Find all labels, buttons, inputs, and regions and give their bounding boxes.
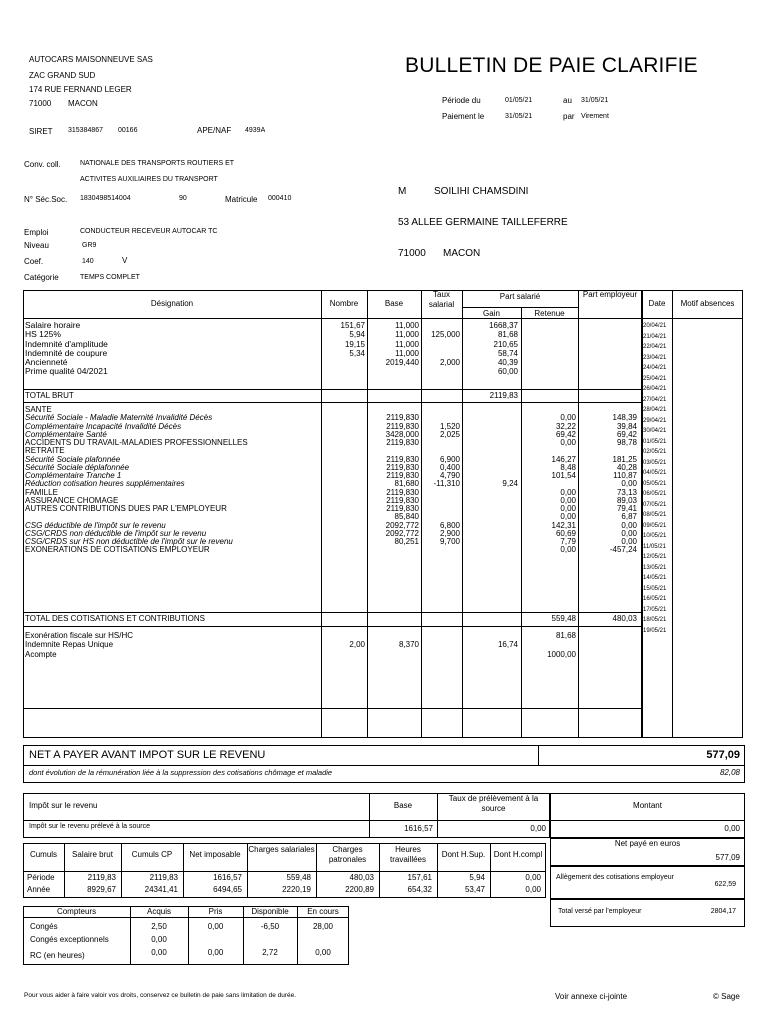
cumuls-cell: 53,47 — [464, 885, 485, 894]
cotisation-retenue-cell: 8,48 — [560, 462, 576, 472]
categorie-label: Catégorie — [24, 273, 59, 282]
compteurs-cell: 0,00 — [151, 948, 167, 957]
absence-date: 05/05/21 — [643, 480, 667, 487]
cotisation-base-cell: 3428,000 — [385, 429, 419, 439]
cotisation-designation-cell: RETRAITE — [25, 446, 65, 456]
impot-base: 1616,57 — [404, 824, 433, 833]
cotisation-gain-cell — [462, 546, 518, 554]
header-retenue: Retenue — [534, 309, 565, 318]
period-label: Période du — [442, 96, 481, 105]
cotisation-designation-cell: Sécurité Sociale - Maladie Maternité Invalidité Décès — [25, 413, 213, 423]
cumuls-header: Cumuls — [29, 850, 58, 859]
cotisation-base-cell: 2119,830 — [386, 495, 419, 505]
cotisation-taux-cell: 9,700 — [439, 537, 460, 546]
payment-method: Virement — [581, 113, 609, 120]
compteurs-header: Disponible — [251, 907, 289, 916]
cotisation-taux-cell — [421, 505, 460, 513]
absence-date: 26/04/21 — [643, 386, 667, 392]
total-brut-value: 2119,83 — [489, 391, 518, 400]
cumuls-cell: 24341,41 — [144, 885, 178, 894]
cotisation-gain-cell — [462, 522, 518, 530]
employer-address-1: ZAC GRAND SUD — [29, 71, 96, 80]
absence-date: 14/05/21 — [643, 575, 667, 581]
other-gain: 16,74 — [497, 640, 518, 650]
cumuls-cell: 2119,83 — [87, 873, 116, 882]
cotisation-retenue-cell: 7,79 — [560, 537, 576, 546]
compteurs-cell: 0,00 — [151, 935, 167, 944]
header-motif: Motif absences — [680, 299, 735, 308]
cotisation-gain-cell — [462, 414, 518, 422]
footer-annex-link[interactable]: Voir annexe ci-jointe — [555, 992, 628, 1001]
secu-value: 1830498514004 — [80, 195, 131, 202]
cotisation-gain-cell — [462, 423, 518, 431]
cotisation-base-cell — [367, 546, 419, 554]
employee-city: MACON — [443, 248, 481, 259]
cotisation-taux-cell — [421, 546, 460, 554]
cumuls-header: Dont H.compl — [493, 850, 543, 859]
cotisation-gain-cell — [462, 431, 518, 439]
cotisation-retenue-cell: 0,00 — [560, 438, 576, 447]
net-paye-label: Net payé en euros — [614, 839, 681, 848]
gains-nombre: 151,67 5,94 19,15 5,34 — [340, 321, 365, 358]
cotisation-designation-cell: CSG/CRDS sur HS non déductible de l'impôt sur le revenu — [25, 537, 233, 546]
cotisations-employeur — [578, 406, 637, 555]
matricule-value: 000410 — [268, 195, 292, 202]
cotisation-designation-cell: Réduction cotisation heures supplémentaires — [25, 479, 185, 489]
absence-date: 28/04/21 — [643, 407, 667, 413]
compteurs-cell: -6,50 — [260, 922, 280, 931]
cotisation-retenue-cell: 0,00 — [560, 495, 576, 505]
cumuls-cell: Période — [27, 873, 55, 882]
cumuls-cell: 157,61 — [407, 873, 432, 882]
employee-zip: 71000 — [398, 248, 426, 259]
absence-date: 06/05/21 — [643, 491, 667, 497]
cotisation-taux-cell: 0,400 — [439, 462, 460, 472]
cotisation-base-cell: 2119,830 — [386, 413, 419, 423]
cumuls-header: Salaire brut — [72, 850, 113, 859]
cumuls-header: Net imposable — [189, 850, 241, 859]
impot-montant: 0,00 — [724, 824, 740, 833]
cotisation-gain-cell — [462, 497, 518, 505]
cotisation-retenue-cell: 0,00 — [560, 504, 576, 513]
cumuls-cell: 654,32 — [407, 885, 432, 894]
cumuls-header: Heures travaillées — [389, 845, 426, 864]
cotisations-gain — [462, 406, 518, 555]
header-gain: Gain — [483, 309, 500, 318]
absence-date: 02/05/21 — [643, 449, 667, 455]
cotisation-designation-cell: Sécurité Sociale plafonnée — [25, 454, 121, 464]
absence-date: 25/04/21 — [643, 375, 667, 382]
impot-label: Impôt sur le revenu — [29, 801, 98, 810]
absence-date: 21/04/21 — [643, 333, 667, 340]
cotisation-taux-cell: 1,520 — [439, 421, 460, 431]
employer-zip: 71000 — [29, 99, 52, 108]
cotisation-employeur-cell: 73,13 — [616, 487, 637, 497]
footer-copyright: © Sage — [713, 992, 740, 1001]
employer-name: AUTOCARS MAISONNEUVE SAS — [29, 55, 153, 64]
gains-amount: 1668,37 81,68 210,65 58,74 40,39 60,00 — [489, 321, 518, 377]
total-cotisations-retenue: 559,48 — [551, 614, 576, 623]
header-designation: Désignation — [150, 299, 194, 308]
cumuls-cell: 2220,19 — [282, 885, 311, 894]
total-verse-label: Total versé par l'employeur — [558, 908, 642, 915]
cotisation-gain-cell — [462, 530, 518, 538]
net-value: 577,09 — [706, 749, 740, 761]
cotisation-retenue-cell: 0,00 — [560, 487, 576, 497]
cotisation-designation-cell: Complémentaire Tranche 1 — [25, 471, 122, 480]
cotisation-retenue-cell: 101,54 — [551, 471, 576, 480]
absence-date: 15/05/21 — [643, 585, 667, 592]
absence-date: 01/05/21 — [643, 438, 667, 445]
absence-date: 03/05/21 — [643, 459, 667, 466]
cotisation-taux-cell: -11,310 — [433, 479, 460, 489]
compteurs-header: En cours — [307, 907, 339, 916]
cotisation-base-cell: 2092,772 — [385, 520, 419, 530]
conv-line-2: ACTIVITES AUXILIAIRES DU TRANSPORT — [80, 176, 218, 183]
cotisation-designation-cell: ACCIDENTS DU TRAVAIL-MALADIES PROFESSIONNELLES — [25, 438, 248, 447]
cotisation-base-cell: 2119,830 — [386, 462, 419, 472]
cotisation-gain-cell — [462, 439, 518, 447]
employer-address-2: 174 RUE FERNAND LEGER — [29, 85, 132, 94]
cotisation-taux-cell — [421, 489, 460, 497]
absence-date: 17/05/21 — [643, 606, 667, 613]
cotisation-taux-cell: 2,900 — [439, 528, 460, 538]
payment-date: 31/05/21 — [505, 113, 533, 120]
cotisation-retenue-cell: 0,00 — [560, 512, 576, 522]
absence-date: 07/05/21 — [643, 501, 667, 508]
cotisation-gain-cell — [462, 505, 518, 513]
cumuls-cell: 0,00 — [525, 885, 541, 894]
niveau-label: Niveau — [24, 241, 49, 250]
cotisation-retenue-cell: 0,00 — [560, 413, 576, 423]
coef-extra: V — [122, 256, 128, 265]
compteurs-cell: 2,72 — [262, 948, 278, 957]
cotisation-designation-cell: Sécurité Sociale déplafonnée — [25, 462, 130, 472]
cotisation-employeur-cell: 79,41 — [616, 504, 637, 513]
employer-city: MACON — [68, 99, 98, 108]
siret-label: SIRET — [29, 127, 53, 136]
cotisation-employeur-cell: 0,00 — [621, 520, 637, 530]
cumuls-cell: 5,94 — [469, 873, 485, 882]
conv-label: Conv. coll. — [24, 160, 61, 169]
niveau-value: GR9 — [82, 242, 97, 249]
total-brut-label: TOTAL BRUT — [25, 391, 74, 400]
gains-designation: Salaire horaire HS 125% Indemnité d'amplitude Indemnité de coupure Ancienneté Prime qualité 04/2021 — [25, 320, 108, 377]
allegement-label: Allègement des cotisations employeur — [556, 874, 674, 881]
cotisation-base-cell: 81,680 — [394, 479, 419, 489]
other-nombre: 2,00 — [349, 640, 365, 650]
cotisation-retenue-cell: 0,00 — [560, 545, 576, 555]
net-sub-value: 82,08 — [719, 768, 740, 777]
impot-base-label: Base — [393, 801, 413, 810]
cotisation-gain-cell — [462, 447, 518, 455]
compteurs-cell: 0,00 — [315, 948, 331, 957]
period-to-label: au — [563, 96, 572, 105]
cotisation-employeur-cell: 6,87 — [621, 512, 637, 522]
cotisation-base-cell: 2119,830 — [386, 438, 419, 447]
compteurs-cell: 0,00 — [207, 922, 224, 931]
matricule-label: Matricule — [225, 195, 258, 204]
impot-row-label: Impôt sur le revenu prélevé à la source — [29, 823, 151, 830]
absence-dates — [643, 321, 672, 636]
cotisation-designation-cell: ASSURANCE CHOMAGE — [25, 495, 119, 505]
payment-label: Paiement le — [442, 112, 485, 121]
cotisations-designation — [25, 406, 248, 555]
cumuls-cell: Année — [27, 885, 51, 894]
footer-notice: Pour vous aider à faire valoir vos droits, conservez ce bulletin de paie sans limitation de durée. — [24, 992, 297, 999]
cotisation-designation-cell: FAMILLE — [25, 487, 58, 497]
other-designation: Exonération fiscale sur HS/HC Indemnite Repas Unique Acompte — [25, 631, 134, 659]
other-retenue: 81,68 1000,00 — [547, 631, 576, 659]
cotisation-employeur-cell: 40,28 — [616, 462, 637, 472]
compteurs-cell: Congés exceptionnels — [30, 935, 109, 944]
cotisation-taux-cell: 6,900 — [439, 454, 460, 464]
absence-date: 29/04/21 — [643, 417, 667, 424]
cotisation-employeur-cell: 0,00 — [621, 479, 637, 489]
other-base: 8,370 — [398, 640, 419, 650]
cotisation-designation-cell: Complémentaire Santé — [25, 429, 107, 439]
cotisation-employeur-cell: 89,03 — [616, 495, 637, 505]
cotisation-designation-cell: Complémentaire Incapacité Invalidité Décès — [25, 421, 182, 431]
compteurs-cell: Congés — [30, 922, 58, 931]
cotisation-employeur-cell: 148,39 — [612, 413, 637, 423]
cotisation-employeur-cell: 110,87 — [613, 471, 637, 480]
period-to: 31/05/21 — [581, 97, 609, 104]
impot-taux-label: Taux de prélèvement à la source — [448, 794, 539, 813]
compteurs-header: Acquis — [146, 907, 171, 916]
cumuls-cell: 2119,83 — [149, 873, 178, 882]
cotisation-retenue-cell: 32,22 — [555, 421, 576, 431]
allegement-value: 622,59 — [714, 881, 736, 888]
compteurs-cell: RC (en heures) — [30, 951, 85, 960]
compteurs-cell: 0,00 — [207, 948, 224, 957]
cotisations-base — [367, 406, 419, 555]
coef-value: 140 — [82, 258, 94, 265]
cotisation-designation-cell: CSG/CRDS non déductible de l'impôt sur le revenu — [25, 528, 207, 538]
cotisation-employeur-cell: 181,25 — [612, 454, 637, 464]
cumuls-header: Cumuls CP — [131, 850, 173, 859]
absence-date: 16/05/21 — [643, 596, 667, 602]
cotisation-designation-cell: SANTE — [25, 405, 52, 414]
cumuls-header: Charges salariales — [248, 845, 315, 854]
period-from: 01/05/21 — [505, 97, 533, 104]
cotisation-retenue-cell: 60,69 — [555, 528, 576, 538]
cotisation-taux-cell — [421, 406, 460, 414]
absence-date: 13/05/21 — [643, 564, 667, 571]
employee-civility: M — [398, 186, 407, 197]
cotisation-retenue-cell: 146,27 — [551, 454, 576, 464]
header-nombre: Nombre — [329, 299, 359, 308]
cotisation-taux-cell — [421, 497, 460, 505]
cotisation-base-cell: 80,251 — [394, 537, 419, 546]
cotisation-employeur-cell: 0,00 — [621, 537, 637, 546]
cotisation-taux-cell: 4,790 — [439, 471, 460, 480]
categorie-value: TEMPS COMPLET — [80, 274, 140, 281]
compteurs-cell: 2,50 — [151, 922, 167, 931]
absence-date: 04/05/21 — [643, 470, 667, 476]
total-cotisations-label: TOTAL DES COTISATIONS ET CONTRIBUTIONS — [25, 614, 206, 623]
cumuls-cell: 480,03 — [349, 873, 374, 882]
header-date: Date — [648, 299, 666, 308]
gains-taux: 125,000 2,000 — [431, 330, 460, 368]
header-base: Base — [384, 299, 404, 308]
cotisation-employeur-cell: 98,78 — [616, 438, 637, 447]
impot-taux: 0,00 — [530, 824, 546, 833]
absence-date: 23/04/21 — [643, 354, 667, 361]
total-verse-value: 2804,17 — [710, 908, 736, 915]
emploi-label: Emploi — [24, 228, 49, 237]
payment-by-label: par — [563, 112, 575, 121]
total-cotisations-employeur: 480,03 — [612, 614, 637, 623]
net-label: NET A PAYER AVANT IMPOT SUR LE REVENU — [29, 749, 266, 761]
cotisation-employeur-cell: 0,00 — [621, 528, 637, 538]
cotisation-employeur-cell: 39,84 — [616, 421, 637, 431]
cotisation-retenue-cell: 142,31 — [551, 520, 576, 530]
net-sub-label: dont évolution de la rémunération liée à la suppression des cotisations chômage et maladie — [29, 768, 333, 777]
cotisation-taux-cell: 2,025 — [439, 429, 460, 439]
cotisation-gain-cell — [462, 538, 518, 546]
cotisation-base-cell: 2092,772 — [385, 528, 419, 538]
cotisation-designation-cell: EXONERATIONS DE COTISATIONS EMPLOYEUR — [25, 545, 210, 555]
net-paye-value: 577,09 — [715, 853, 740, 862]
absence-date: 12/05/21 — [643, 554, 667, 560]
absence-date: 10/05/21 — [643, 533, 667, 539]
cotisation-retenue-cell: 69,42 — [555, 429, 576, 439]
cotisation-designation-cell: CSG déductible de l'impôt sur le revenu — [25, 520, 166, 530]
cotisation-gain-cell — [462, 456, 518, 464]
siret-suffix: 00166 — [118, 127, 138, 134]
cotisations-retenue — [521, 406, 576, 555]
cotisation-gain-cell — [462, 489, 518, 497]
header-taux: Taux salarial — [428, 290, 455, 309]
absence-date: 27/04/21 — [643, 396, 667, 403]
absence-date: 08/05/21 — [643, 512, 667, 518]
cumuls-cell: 559,48 — [286, 873, 311, 882]
absence-date: 18/05/21 — [643, 617, 667, 623]
cotisation-gain-cell — [462, 513, 518, 521]
cotisation-base-cell: 2119,830 — [386, 504, 419, 513]
secu-key: 90 — [179, 195, 187, 202]
cotisation-taux-cell: 6,800 — [439, 520, 460, 530]
impot-montant-label: Montant — [633, 801, 662, 810]
absence-date: 22/04/21 — [643, 344, 667, 350]
header-part-salarie: Part salarié — [499, 292, 541, 301]
cumuls-cell: 2200,89 — [345, 885, 374, 894]
compteurs-cell: 28,00 — [312, 922, 334, 931]
cotisation-gain-cell — [462, 464, 518, 472]
cotisation-gain-cell — [462, 406, 518, 414]
absence-date: 24/04/21 — [643, 365, 667, 371]
employee-address: 53 ALLEE GERMAINE TAILLEFERRE — [398, 217, 568, 228]
cotisations-taux — [421, 406, 460, 555]
cotisation-base-cell: 2119,830 — [386, 487, 419, 497]
conv-line-1: NATIONALE DES TRANSPORTS ROUTIERS ET — [80, 160, 235, 167]
absence-date: 20/04/21 — [643, 323, 667, 329]
absence-date: 19/05/21 — [643, 627, 667, 634]
cotisation-base-cell: 2119,830 — [386, 454, 419, 464]
absence-date: 30/04/21 — [643, 428, 667, 434]
absence-date: 09/05/21 — [643, 522, 667, 529]
document-title: BULLETIN DE PAIE CLARIFIE — [405, 54, 698, 77]
header-part-employeur: Part employeur — [582, 290, 638, 299]
secu-label: N° Séc.Soc. — [24, 195, 68, 204]
cotisation-employeur-cell: 69,42 — [616, 429, 637, 439]
cotisation-employeur-cell: -457,24 — [609, 545, 637, 555]
coef-label: Coef. — [24, 257, 44, 266]
cotisation-gain-cell: 9,24 — [502, 479, 518, 489]
cotisation-base-cell: 2119,830 — [386, 421, 419, 431]
ape-value: 4939A — [245, 127, 266, 134]
cumuls-header: Charges patronales — [328, 845, 367, 864]
cumuls-cell: 1616,57 — [213, 873, 242, 882]
cotisation-base-cell: 85,840 — [394, 512, 419, 522]
emploi-value: CONDUCTEUR RECEVEUR AUTOCAR TC — [80, 228, 218, 235]
cotisation-base-cell: 2119,830 — [386, 471, 419, 480]
compteurs-header: Compteurs — [56, 907, 97, 916]
absence-date: 11/05/21 — [643, 543, 666, 550]
cumuls-cell: 6494,65 — [213, 885, 242, 894]
cumuls-header: Dont H.Sup. — [441, 850, 486, 859]
cotisation-designation-cell: AUTRES CONTRIBUTIONS DUES PAR L'EMPLOYEUR — [25, 504, 227, 513]
cumuls-cell: 0,00 — [525, 873, 541, 882]
employee-name: SOILIHI CHAMSDINI — [434, 186, 529, 197]
ape-label: APE/NAF — [197, 126, 232, 135]
compteurs-header: Pris — [208, 907, 223, 916]
gains-base: 11,000 11,000 11,000 11,000 2019,440 — [385, 321, 419, 368]
cumuls-cell: 8929,67 — [87, 885, 116, 894]
cotisation-taux-cell — [421, 439, 460, 447]
siret-value: 315384867 — [68, 127, 104, 134]
